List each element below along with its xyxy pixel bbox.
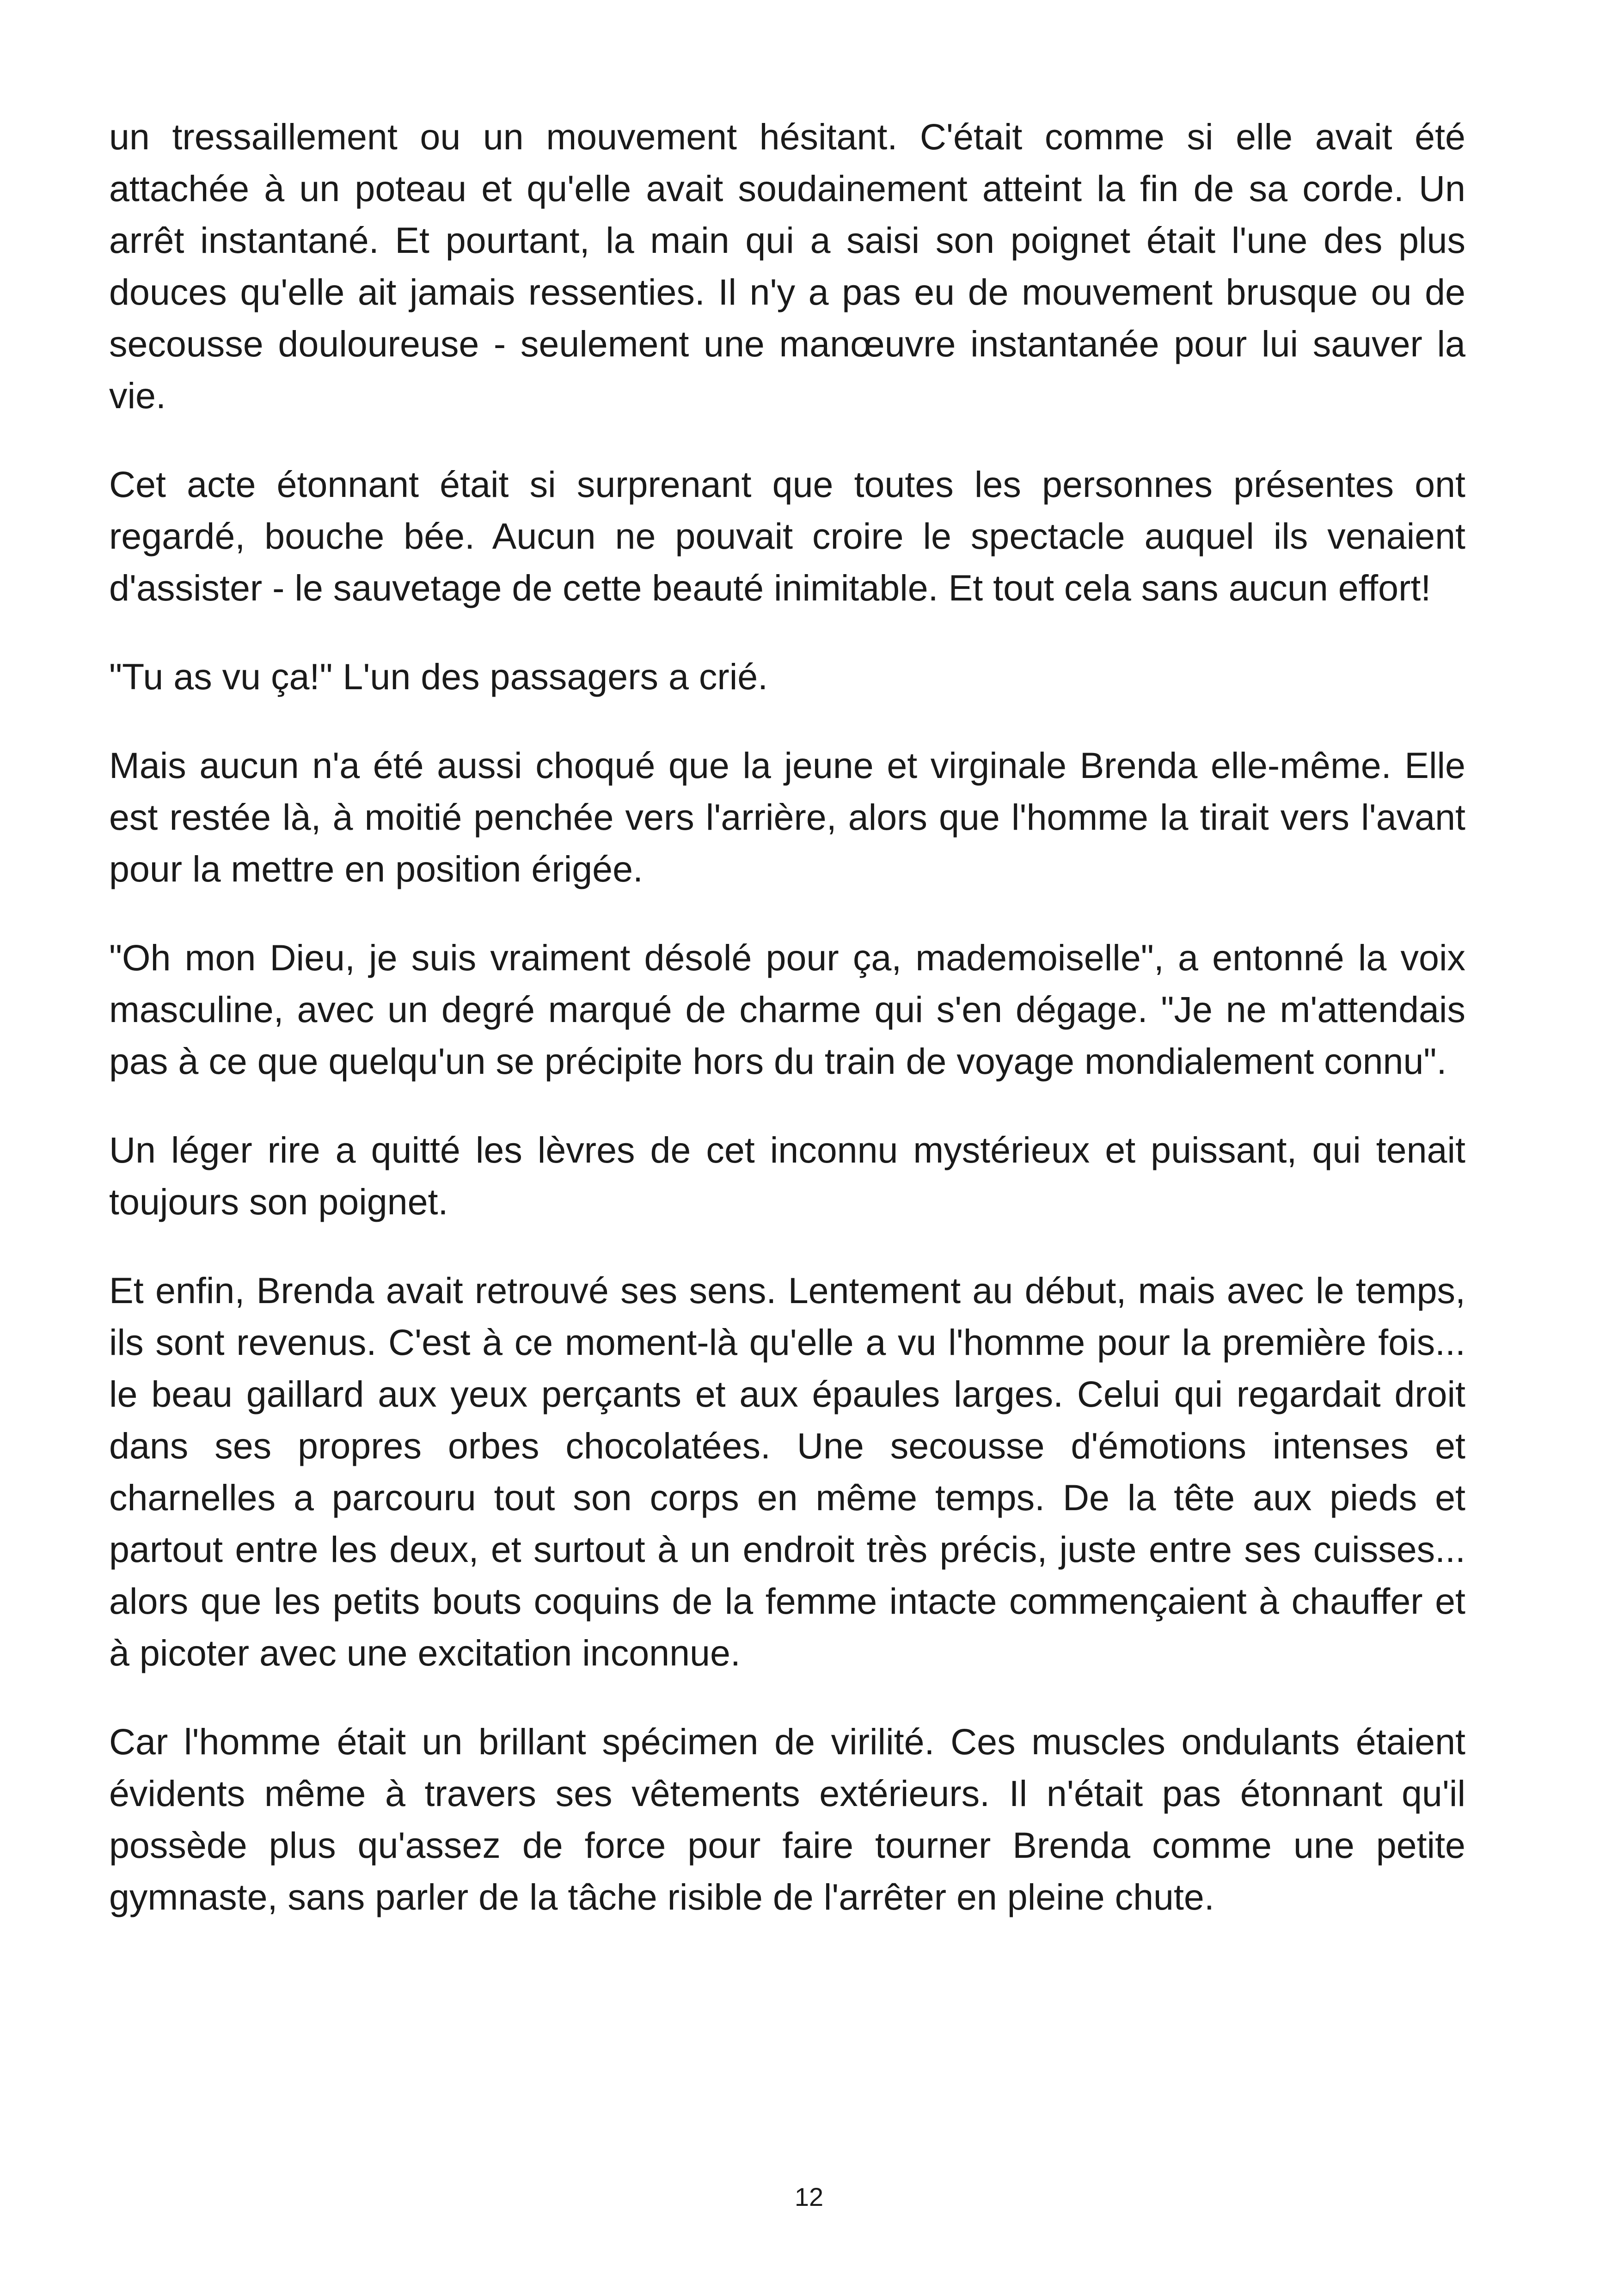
paragraph-1: un tressaillement ou un mouvement hésitant. C'était comme si elle avait été attachée à un poteau et qu'elle avait soudainement atteint la fin de sa corde. Un arrêt instantané. Et pourtant, la main qui a saisi son poignet était l'une des plus douces qu'elle ait jamais ressenties. Il n'y a pas eu de mouvement brusque ou de secousse douloureuse - seulement une manœuvre instantanée pour lui sauver la vie.: [109, 116, 1465, 416]
paragraph-8: Car l'homme était un brillant spécimen de virilité. Ces muscles ondulants étaient évidents même à travers ses vêtements extérieurs. Il n'était pas étonnant qu'il possède plus qu'assez de force pour faire tourner Brenda comme une petite gymnaste, sans parler de la tâche risible de l'arrêter en pleine chute.: [109, 1721, 1465, 1917]
page-number: 12: [794, 2182, 824, 2211]
body-text: [109, 111, 1465, 1960]
paragraph-5: "Oh mon Dieu, je suis vraiment désolé pour ça, mademoiselle", a entonné la voix masculine, avec un degré marqué de charme qui s'en dégage. "Je ne m'attendais pas à ce que quelqu'un se précipite hors du train de voyage mondialement connu".: [109, 937, 1465, 1082]
paragraph-2: Cet acte étonnant était si surprenant que toutes les personnes présentes ont regardé, bouche bée. Aucun ne pouvait croire le spectacle auquel ils venaient d'assister - le sauvetage de cette beauté inimitable. Et tout cela sans aucun effort!: [109, 464, 1465, 608]
paragraph-3: "Tu as vu ça!" L'un des passagers a crié.: [109, 656, 768, 697]
paragraph-6: Un léger rire a quitté les lèvres de cet inconnu mystérieux et puissant, qui tenait toujours son poignet.: [109, 1129, 1465, 1222]
paragraph-7: Et enfin, Brenda avait retrouvé ses sens. Lentement au début, mais avec le temps, ils sont revenus. C'est à ce moment-là qu'elle a vu l'homme pour la première fois... le beau gaillard aux yeux perçants et aux épaules larges. Celui qui regardait droit dans ses propres orbes chocolatées. Une secousse d'émotions intenses et charnelles a parcouru tout son corps en même temps. De la tête aux pieds et partout entre les deux, et surtout à un endroit très précis, juste entre ses cuisses... alors que les petits bouts coquins de la femme intacte commençaient à chauffer et à picoter avec une excitation inconnue.: [109, 1270, 1465, 1673]
paragraph-4: Mais aucun n'a été aussi choqué que la jeune et virginale Brenda elle-même. Elle est restée là, à moitié penchée vers l'arrière, alors que l'homme la tirait vers l'avant pour la mettre en position érigée.: [109, 745, 1465, 889]
